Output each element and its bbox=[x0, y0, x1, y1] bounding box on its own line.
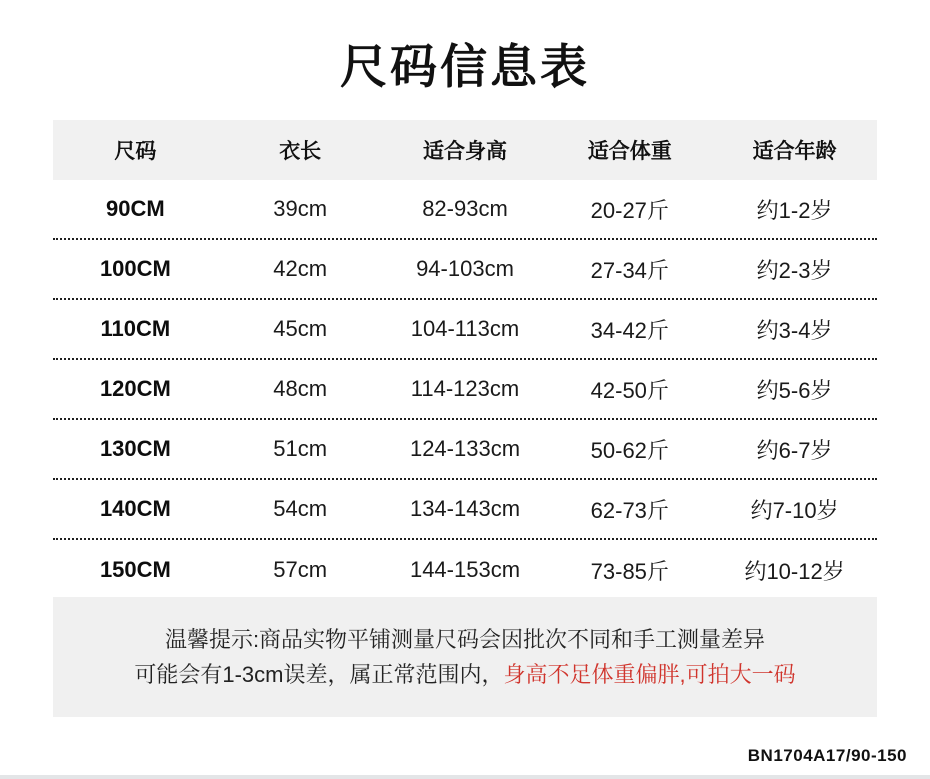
cell-size: 110CM bbox=[100, 316, 171, 341]
table-cell: 约5-6岁 bbox=[756, 377, 833, 403]
cell-size: 140CM bbox=[99, 496, 171, 521]
table-cell: 62-73斤 bbox=[590, 497, 669, 523]
table-row bbox=[53, 480, 877, 540]
table-row bbox=[53, 300, 877, 360]
table-cell: 42cm bbox=[273, 256, 328, 281]
table-cell: 73-85斤 bbox=[590, 558, 669, 584]
page-title: 尺码信息表 bbox=[340, 40, 590, 93]
table-row bbox=[53, 540, 877, 600]
table-cell: 约3-4岁 bbox=[756, 317, 833, 343]
table-row bbox=[53, 360, 877, 420]
note-panel bbox=[53, 597, 877, 717]
table-cell: 39cm bbox=[273, 196, 328, 221]
table-cell: 约7-10岁 bbox=[750, 497, 839, 523]
size-table bbox=[53, 120, 877, 600]
table-cell: 54cm bbox=[273, 496, 328, 521]
table-cell: 约10-12岁 bbox=[744, 558, 845, 584]
cell-size: 130CM bbox=[99, 436, 171, 461]
table-cell: 约6-7岁 bbox=[756, 437, 833, 463]
table-cell: 82-93cm bbox=[422, 196, 508, 221]
cell-size: 90CM bbox=[106, 196, 165, 221]
cell-size: 100CM bbox=[99, 256, 171, 281]
table-cell: 48cm bbox=[273, 376, 328, 401]
table-cell: 42-50斤 bbox=[590, 377, 669, 403]
cell-size: 120CM bbox=[99, 376, 171, 401]
header-cell-size: 尺码 bbox=[114, 140, 157, 163]
bottom-strip bbox=[0, 775, 930, 779]
table-cell: 57cm bbox=[273, 557, 328, 582]
table-cell: 124-133cm bbox=[409, 436, 521, 461]
table-cell: 45cm bbox=[273, 316, 328, 341]
table-cell: 51cm bbox=[273, 436, 328, 461]
table-body bbox=[53, 180, 877, 600]
header-cell-weight: 适合体重 bbox=[587, 140, 672, 163]
table-header-row bbox=[53, 120, 877, 180]
table-cell: 114-123cm bbox=[410, 376, 520, 401]
table-cell: 约2-3岁 bbox=[756, 257, 833, 283]
table-cell: 约1-2岁 bbox=[756, 197, 833, 223]
product-code: BN1704A17/90-150 bbox=[747, 746, 907, 765]
table-row bbox=[53, 420, 877, 480]
table-cell: 20-27斤 bbox=[590, 197, 669, 223]
table-cell: 94-103cm bbox=[416, 256, 514, 281]
header-cell-length: 衣长 bbox=[279, 140, 322, 163]
table-cell: 50-62斤 bbox=[590, 437, 669, 463]
table-cell: 27-34斤 bbox=[590, 257, 669, 283]
table-row bbox=[53, 240, 877, 300]
note-line-2-black: 可能会有1-3cm误差，属正常范围内， bbox=[134, 662, 504, 687]
note-line-1: 温馨提示:商品实物平铺测量尺码会因批次不同和手工测量差异 bbox=[164, 627, 766, 652]
table-cell: 134-143cm bbox=[409, 496, 521, 521]
table-cell: 104-113cm bbox=[410, 316, 520, 341]
table-cell: 34-42斤 bbox=[590, 317, 669, 343]
header-cell-age: 适合年龄 bbox=[752, 140, 837, 163]
note-line-2 bbox=[134, 657, 795, 692]
table-cell: 144-153cm bbox=[409, 557, 521, 582]
note-warning-text: 身高不足体重偏胖,可拍大一码 bbox=[503, 662, 796, 687]
header-cell-height: 适合身高 bbox=[422, 140, 507, 163]
table-row bbox=[53, 180, 877, 240]
cell-size: 150CM bbox=[99, 557, 171, 582]
